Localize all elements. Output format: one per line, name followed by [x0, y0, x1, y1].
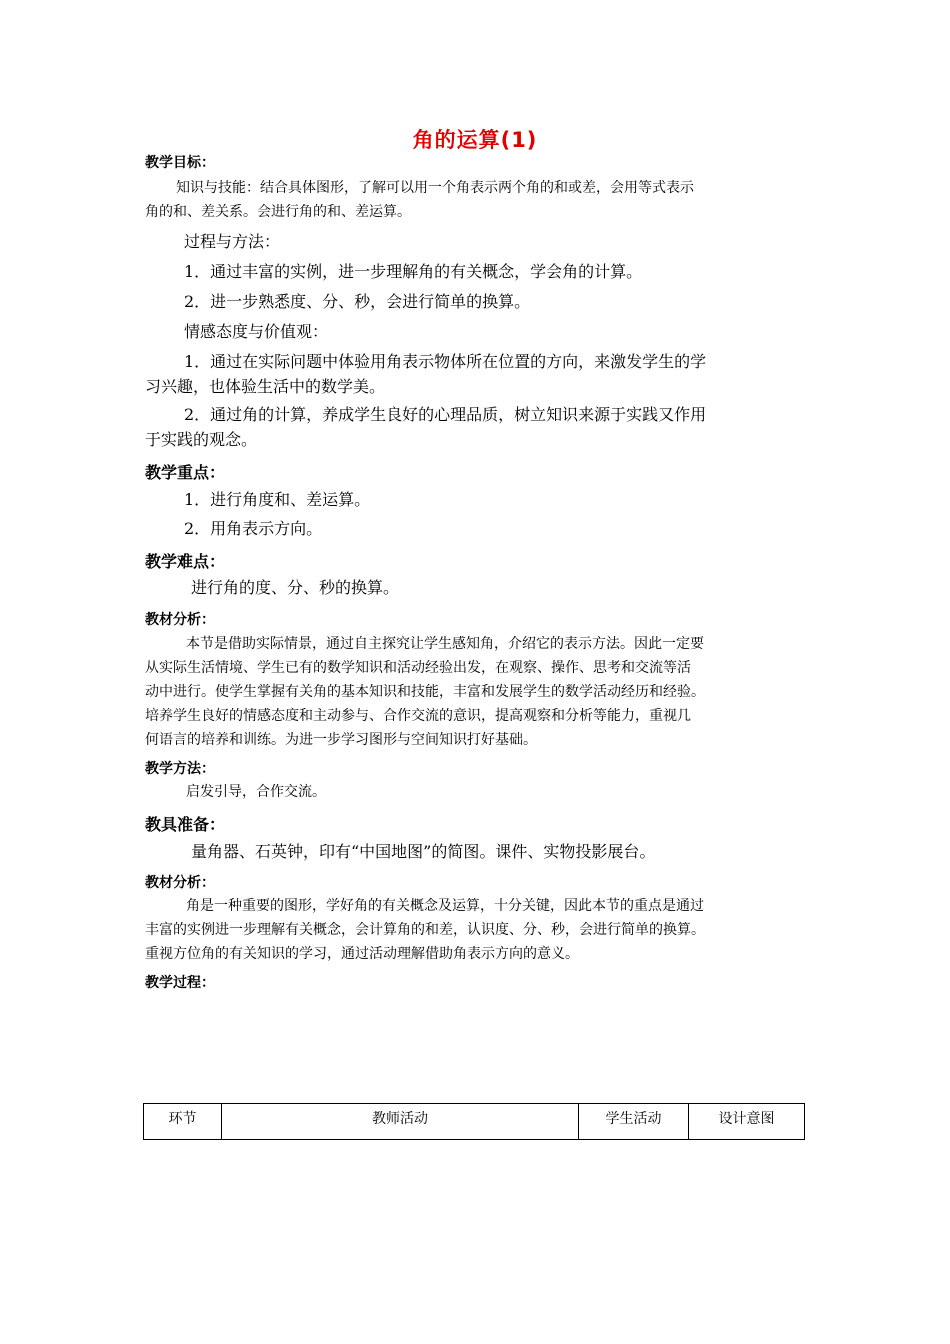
table-header-teacher-activity: 教师活动 — [222, 1104, 579, 1139]
method-heading: 教学方法： — [145, 761, 215, 777]
analysis-1-line-4: 培养学生良好的情感态度和主动参与、合作交流的意识，提高观察和分析等能力，重视几 — [145, 708, 691, 724]
goals-knowledge-line-1: 知识与技能：结合具体图形，了解可以用一个角表示两个角的和或差，会用等式表示 — [176, 180, 694, 196]
goals-heading: 教学目标： — [145, 155, 215, 171]
emotion-heading: 情感态度与价值观： — [184, 322, 329, 341]
analysis-2-line-1: 角是一种重要的图形，学好角的有关概念及运算，十分关键，因此本节的重点是通过 — [186, 898, 704, 914]
analysis-1-line-5: 何语言的培养和训练。为进一步学习图形与空间知识打好基础。 — [145, 732, 537, 748]
goals-knowledge-line-2: 角的和、差关系。会进行角的和、差运算。 — [145, 204, 411, 220]
analysis-2-line-2: 丰富的实例进一步理解有关概念，会计算角的和差，认识度、分、秒，会进行简单的换算。 — [145, 922, 705, 938]
tools-text: 量角器、石英钟，印有“中国地图”的简图。课件、实物投影展台。 — [191, 842, 656, 861]
analysis-1-line-2: 从实际生活情境、学生已有的数学知识和活动经验出发，在观察、操作、思考和交流等活 — [145, 660, 691, 676]
analysis-1-line-3: 动中进行。使学生掌握有关角的基本知识和技能，丰富和发展学生的数学活动经历和经验。 — [145, 684, 705, 700]
key-point-item-2: 2．用角表示方向。 — [184, 519, 323, 538]
table-header-student-activity: 学生活动 — [579, 1104, 689, 1139]
table-header-design-intent: 设计意图 — [718, 1111, 775, 1127]
emotion-item-1-line-1: 1．通过在实际问题中体验用角表示物体所在位置的方向，来激发学生的学 — [184, 352, 707, 371]
tools-heading: 教具准备： — [145, 815, 226, 834]
process-method-heading: 过程与方法： — [184, 232, 281, 251]
process-method-item-1: 1．通过丰富的实例，进一步理解角的有关概念，学会角的计算。 — [184, 262, 643, 281]
difficulty-text: 进行角的度、分、秒的换算。 — [191, 578, 400, 597]
method-text: 启发引导，合作交流。 — [186, 784, 326, 800]
analysis-2-heading: 教材分析： — [145, 875, 215, 891]
analysis-2-line-3: 重视方位角的有关知识的学习，通过活动理解借助角表示方向的意义。 — [145, 946, 579, 962]
page-title: 角的运算(1) — [412, 128, 538, 152]
key-point-item-1: 1．进行角度和、差运算。 — [184, 490, 371, 509]
analysis-1-heading: 教材分析： — [145, 612, 215, 628]
process-table — [143, 1103, 805, 1140]
teaching-process-heading: 教学过程： — [145, 975, 215, 991]
emotion-item-2-line-2: 于实践的观念。 — [145, 430, 258, 449]
emotion-item-1-line-2: 习兴趣，也体验生活中的数学美。 — [145, 377, 386, 396]
key-points-heading: 教学重点： — [145, 463, 226, 482]
process-method-item-2: 2．进一步熟悉度、分、秒，会进行简单的换算。 — [184, 292, 531, 311]
analysis-1-line-1: 本节是借助实际情景，通过自主探究让学生感知角，介绍它的表示方法。因此一定要 — [186, 636, 704, 652]
emotion-item-2-line-1: 2．通过角的计算，养成学生良好的心理品质，树立知识来源于实践又作用 — [184, 405, 707, 424]
difficulty-heading: 教学难点： — [145, 552, 226, 571]
table-header-stage: 环节 — [144, 1104, 222, 1139]
